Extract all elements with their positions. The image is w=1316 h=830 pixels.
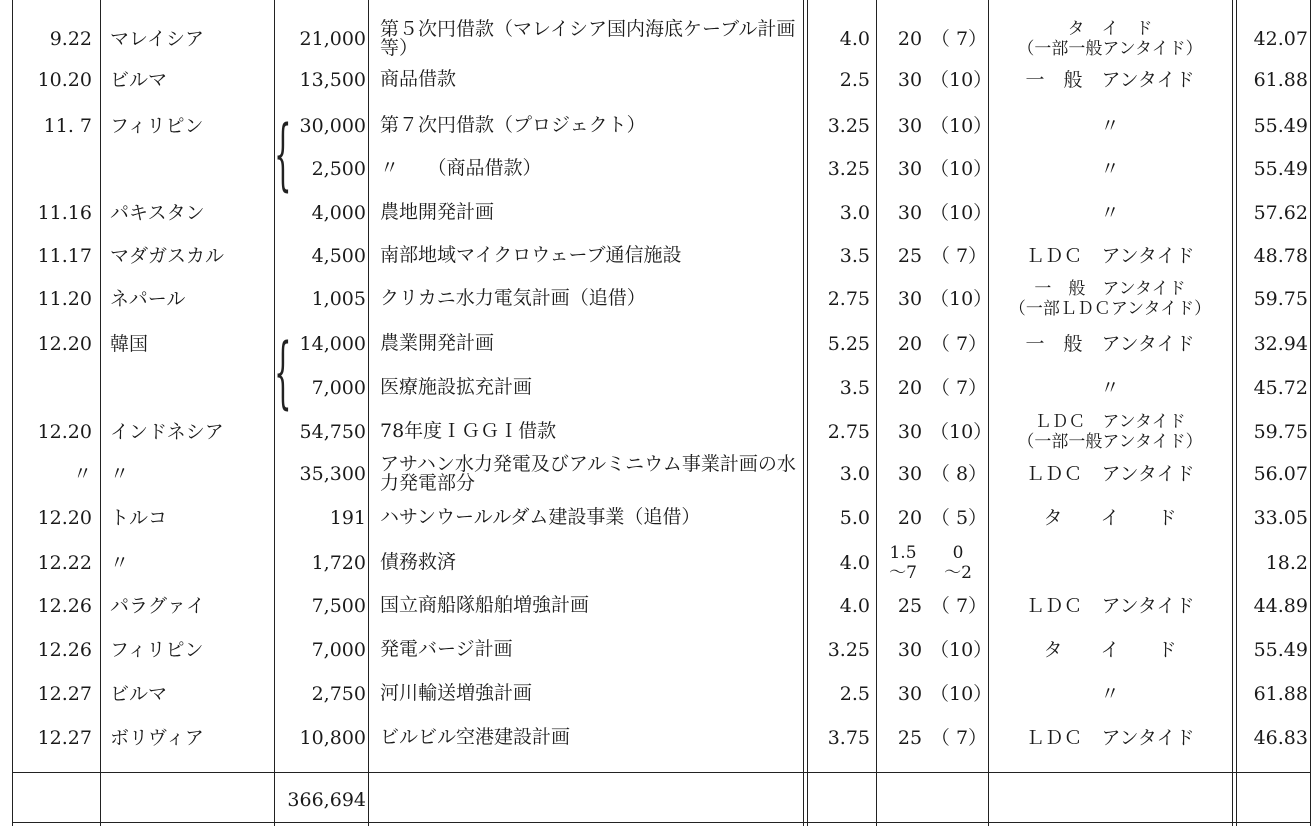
grant-element-cell: 61.88 <box>1253 683 1308 705</box>
rule-proc-a <box>1232 0 1233 826</box>
amount-cell: 14,000 <box>299 333 366 355</box>
procurement-cell: 一 般 アンタイド <box>1034 279 1186 299</box>
procurement-cell: 〃 <box>1100 202 1120 224</box>
amount-cell: 2,750 <box>311 683 366 705</box>
amount-cell: 21,000 <box>299 28 366 50</box>
grant-element-cell: 18.2 <box>1265 552 1308 574</box>
grant-element-cell: 42.07 <box>1253 28 1308 50</box>
rule-date <box>100 0 101 826</box>
rate-cell: 2.5 <box>839 683 870 705</box>
grace-cell: （ 5） <box>930 507 988 529</box>
procurement-cell: 〃 <box>1100 158 1120 180</box>
grace-cell: （ 7） <box>930 245 988 267</box>
procurement-cell: 〃 <box>1100 377 1120 399</box>
date-cell: 12.22 <box>37 552 92 574</box>
procurement-cell: ＬＤＣ アンタイド <box>1025 463 1195 485</box>
amount-cell: 10,800 <box>299 727 366 749</box>
grace-cell: （ 7） <box>930 333 988 355</box>
procurement-cell: 〃 <box>1100 683 1120 705</box>
project-cell: 第５次円借款（マレイシア国内海底ケーブル計画等） <box>380 18 796 59</box>
rate-cell: 4.0 <box>839 595 870 617</box>
procurement-cell: 一 般 アンタイド <box>1025 69 1195 91</box>
grace-cell: （10） <box>930 69 993 91</box>
country-cell: ビルマ <box>110 69 168 91</box>
procurement-cell: タ イ ド <box>1067 19 1153 39</box>
term-cell-2: ～7 <box>889 563 917 583</box>
grace-cell: （10） <box>930 683 993 705</box>
country-cell: 〃 <box>110 552 130 574</box>
procurement-cell: ＬＤＣ アンタイド <box>1025 595 1195 617</box>
date-cell: 10.20 <box>37 69 92 91</box>
rate-cell: 4.0 <box>839 28 870 50</box>
country-cell: ビルマ <box>110 683 168 705</box>
date-cell: 12.27 <box>37 683 92 705</box>
project-cell: 農業開発計画 <box>380 332 495 354</box>
rate-cell: 3.25 <box>827 115 870 137</box>
rate-cell: 3.0 <box>839 202 870 224</box>
grant-element-cell: 45.72 <box>1253 377 1308 399</box>
procurement-cell-2: （一部一般アンタイド） <box>1017 432 1203 452</box>
country-cell: 〃 <box>110 463 130 485</box>
date-cell: 11.20 <box>37 288 92 310</box>
rule-total <box>12 772 1310 773</box>
rule-left <box>12 0 13 826</box>
term-cell: 25 <box>897 245 923 267</box>
project-cell: アサハン水力発電及びアルミニウム事業計画の水力発電部分 <box>380 453 796 494</box>
date-cell: 11.16 <box>37 202 92 224</box>
date-cell: 12.27 <box>37 727 92 749</box>
grace-cell: （ 7） <box>930 28 988 50</box>
grant-element-cell: 55.49 <box>1253 639 1308 661</box>
rate-cell: 2.75 <box>827 421 870 443</box>
project-cell: 医療施設拡充計画 <box>380 376 533 398</box>
term-cell: 30 <box>897 69 923 91</box>
rule-amount <box>368 0 369 826</box>
procurement-cell: 一 般 アンタイド <box>1025 333 1195 355</box>
grant-element-cell: 46.83 <box>1253 727 1308 749</box>
grace-cell: （10） <box>930 202 993 224</box>
grace-cell: （10） <box>930 639 993 661</box>
procurement-cell: ＬＤＣ アンタイド <box>1025 245 1195 267</box>
rate-cell: 3.25 <box>827 158 870 180</box>
term-cell: 30 <box>897 463 923 485</box>
rule-right <box>1310 0 1311 826</box>
country-cell: 韓国 <box>110 333 149 355</box>
project-cell: 〃 （商品借款） <box>380 157 542 179</box>
rate-cell: 3.5 <box>839 377 870 399</box>
procurement-cell-2: （一部一般アンタイド） <box>1017 39 1203 59</box>
procurement-cell: タ イ ド <box>1043 639 1177 661</box>
amount-cell: 1,720 <box>311 552 366 574</box>
rate-cell: 2.5 <box>839 69 870 91</box>
date-cell: 12.20 <box>37 507 92 529</box>
term-cell: 30 <box>897 421 923 443</box>
procurement-cell: タ イ ド <box>1043 507 1177 529</box>
procurement-cell: 〃 <box>1100 115 1120 137</box>
rule-bottom <box>12 822 1310 823</box>
project-cell: 国立商船隊船舶増強計画 <box>380 594 590 616</box>
brace-korea: { <box>274 328 292 418</box>
term-cell: 30 <box>897 288 923 310</box>
rate-cell: 3.5 <box>839 245 870 267</box>
term-cell: 30 <box>897 115 923 137</box>
grace-cell: （ 7） <box>930 377 988 399</box>
country-cell: インドネシア <box>110 421 224 443</box>
country-cell: トルコ <box>110 507 168 529</box>
grant-element-cell: 59.75 <box>1253 288 1308 310</box>
grace-cell: （ 7） <box>930 727 988 749</box>
term-cell: 30 <box>897 639 923 661</box>
amount-cell: 30,000 <box>299 115 366 137</box>
project-cell: 河川輸送増強計画 <box>380 682 533 704</box>
amount-cell: 35,300 <box>299 463 366 485</box>
grace-cell: （10） <box>930 115 993 137</box>
rate-cell: 3.75 <box>827 727 870 749</box>
term-cell: 30 <box>897 683 923 705</box>
rate-cell: 4.0 <box>839 552 870 574</box>
term-cell: 20 <box>897 28 923 50</box>
date-cell: 11. 7 <box>43 115 92 137</box>
rule-project-a <box>803 0 804 826</box>
term-cell: 20 <box>897 377 923 399</box>
brace-philippines: { <box>274 110 292 200</box>
procurement-cell: ＬＤＣ アンタイド <box>1034 412 1186 432</box>
rule-rate <box>876 0 877 826</box>
term-cell: 20 <box>897 507 923 529</box>
project-cell: 南部地域マイクロウェーブ通信施設 <box>380 244 682 266</box>
grace-cell: （10） <box>930 288 993 310</box>
rule-proc-b <box>1236 0 1237 826</box>
grant-element-cell: 55.49 <box>1253 115 1308 137</box>
grace-cell-2: ～2 <box>944 563 972 583</box>
grant-element-cell: 61.88 <box>1253 69 1308 91</box>
total-amount: 366,694 <box>287 789 366 811</box>
country-cell: フィリピン <box>110 115 204 137</box>
term-cell: 1.5 <box>889 543 917 563</box>
project-cell: 商品借款 <box>380 68 457 90</box>
project-cell: 農地開発計画 <box>380 201 495 223</box>
grant-element-cell: 57.62 <box>1253 202 1308 224</box>
amount-cell: 1,005 <box>311 288 366 310</box>
grace-cell: （ 8） <box>930 463 988 485</box>
country-cell: マダガスカル <box>110 245 225 267</box>
grant-element-cell: 56.07 <box>1253 463 1308 485</box>
rate-cell: 5.25 <box>827 333 870 355</box>
project-cell: ビルビル空港建設計画 <box>380 726 571 748</box>
project-cell: クリカニ水力電気計画（追借） <box>380 287 646 309</box>
date-cell: 11.17 <box>37 245 92 267</box>
term-cell: 30 <box>897 158 923 180</box>
grant-element-cell: 32.94 <box>1253 333 1308 355</box>
date-cell: 12.20 <box>37 421 92 443</box>
amount-cell: 4,500 <box>311 245 366 267</box>
amount-cell: 7,500 <box>311 595 366 617</box>
term-cell: 25 <box>897 727 923 749</box>
rate-cell: 3.25 <box>827 639 870 661</box>
grace-cell: 0 <box>952 543 964 563</box>
amount-cell: 7,000 <box>311 639 366 661</box>
country-cell: ボリヴィア <box>110 727 204 749</box>
amount-cell: 4,000 <box>311 202 366 224</box>
grace-cell: （ 7） <box>930 595 988 617</box>
country-cell: ネパール <box>110 288 186 310</box>
project-cell: 第７次円借款（プロジェクト） <box>380 114 646 136</box>
date-cell: 9.22 <box>49 28 92 50</box>
rate-cell: 3.0 <box>839 463 870 485</box>
term-cell: 25 <box>897 595 923 617</box>
grant-element-cell: 48.78 <box>1253 245 1308 267</box>
grace-cell: （10） <box>930 421 993 443</box>
amount-cell: 7,000 <box>311 377 366 399</box>
grant-element-cell: 44.89 <box>1253 595 1308 617</box>
country-cell: フィリピン <box>110 639 204 661</box>
project-cell: ハサンウールルダム建設事業（追借） <box>380 506 701 528</box>
amount-cell: 54,750 <box>299 421 366 443</box>
procurement-cell-2: （一部ＬＤＣアンタイド） <box>1008 299 1212 319</box>
date-cell: 〃 <box>72 463 92 485</box>
date-cell: 12.20 <box>37 333 92 355</box>
rate-cell: 2.75 <box>827 288 870 310</box>
grant-element-cell: 33.05 <box>1253 507 1308 529</box>
term-cell: 20 <box>897 333 923 355</box>
amount-cell: 191 <box>329 507 366 529</box>
term-cell: 30 <box>897 202 923 224</box>
amount-cell: 13,500 <box>299 69 366 91</box>
grant-element-cell: 59.75 <box>1253 421 1308 443</box>
country-cell: マレイシア <box>110 28 205 50</box>
procurement-cell: ＬＤＣ アンタイド <box>1025 727 1195 749</box>
project-cell: 債務救済 <box>380 551 457 573</box>
project-cell: 78年度ＩＧＧＩ借款 <box>380 420 557 442</box>
grant-element-cell: 55.49 <box>1253 158 1308 180</box>
rate-cell: 5.0 <box>839 507 870 529</box>
date-cell: 12.26 <box>37 595 92 617</box>
grace-cell: （10） <box>930 158 993 180</box>
date-cell: 12.26 <box>37 639 92 661</box>
country-cell: パキスタン <box>110 202 205 224</box>
project-cell: 発電バージ計画 <box>380 638 513 660</box>
country-cell: パラグァイ <box>110 595 206 617</box>
amount-cell: 2,500 <box>311 158 366 180</box>
